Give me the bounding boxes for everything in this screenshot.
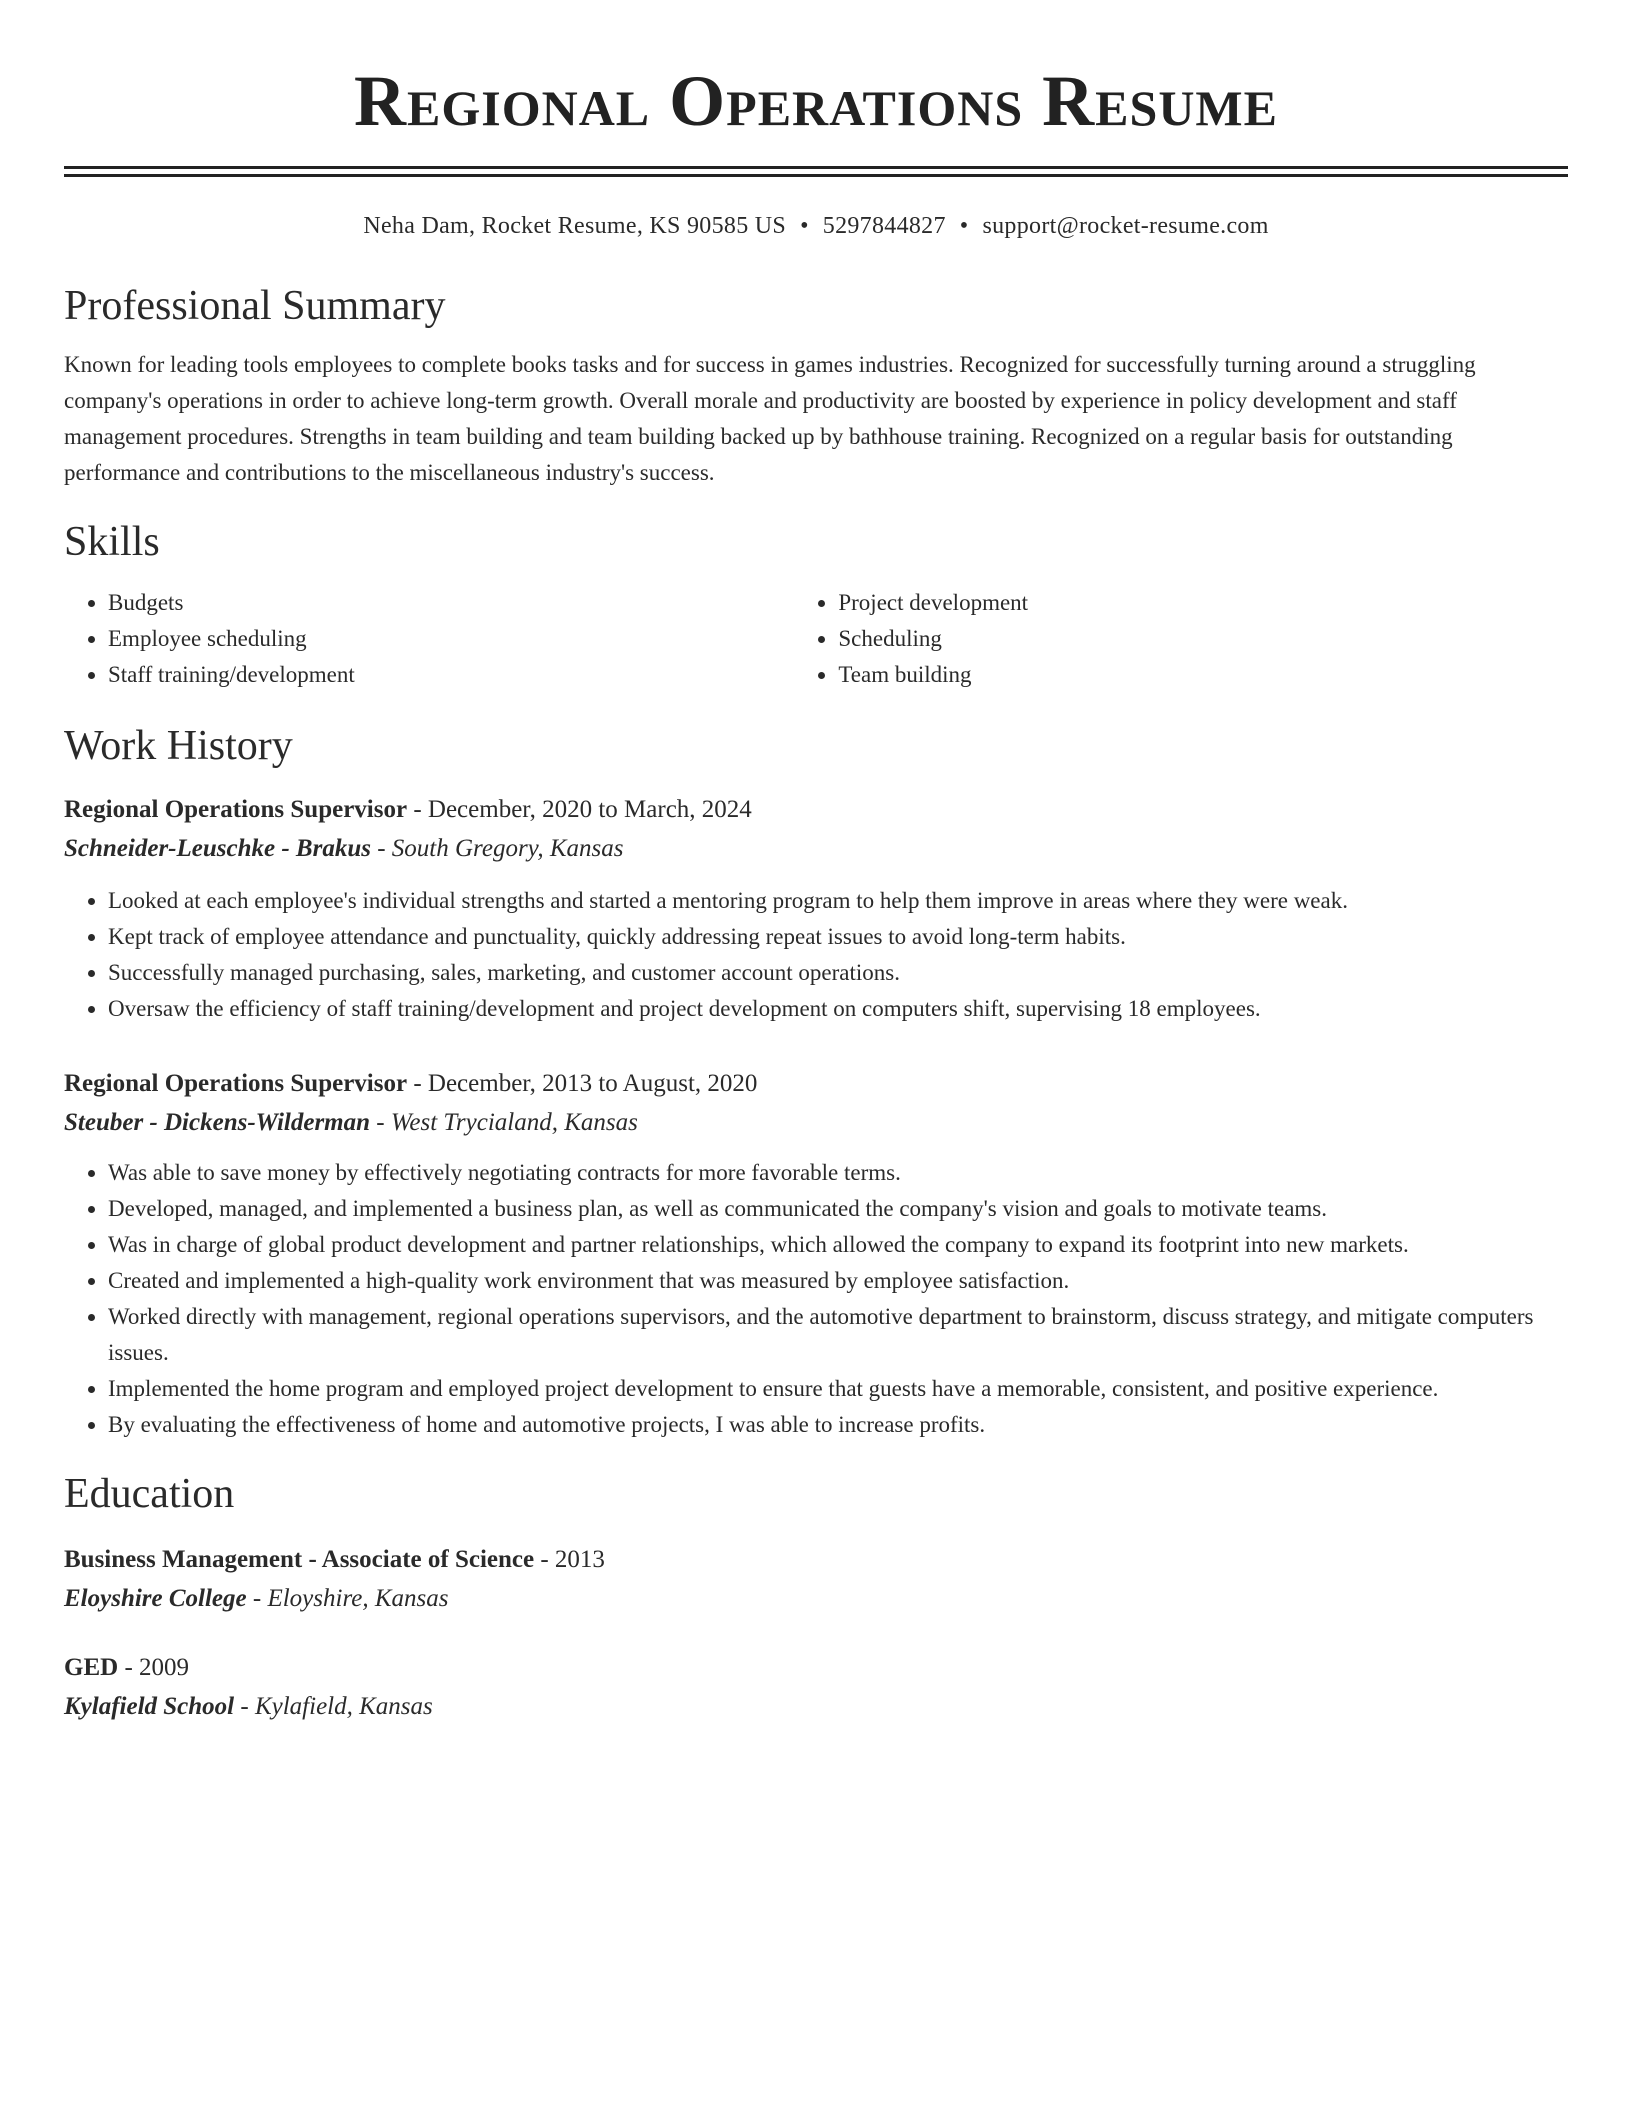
job-location: - West Trycialand, Kansas (370, 1109, 638, 1136)
skill-item: • Project development (838, 585, 1568, 621)
skill-item: • Scheduling (838, 621, 1568, 657)
job-bullet: • Oversaw the efficiency of staff training/development and project development on computers shift, supervising 18 employees. (108, 991, 1568, 1027)
education-entry (64, 1541, 1568, 1619)
job-bullet: • Was in charge of global product development and partner relationships, which allowed the company to expand its footprint into new markets. (108, 1227, 1568, 1263)
skills-list (64, 585, 1568, 693)
job-title: Regional Operations Supervisor (64, 1070, 408, 1097)
job-dates: - December, 2020 to March, 2024 (407, 796, 752, 823)
resume-title: Regional Operations Resume (354, 61, 1278, 141)
education-degree-line (64, 1649, 1568, 1687)
job-bullet: • Looked at each employee's individual strengths and started a mentoring program to help them improve in areas where they were weak. (108, 883, 1568, 919)
job-header (64, 791, 1568, 829)
skills-column-left (64, 585, 794, 693)
job-bullet: • Implemented the home program and employed project development to ensure that guests have a memorable, consistent, and positive experience. (108, 1371, 1568, 1407)
summary-heading: Professional Summary (64, 283, 446, 329)
title-divider (64, 166, 1568, 177)
education-degree: GED (64, 1654, 119, 1681)
education-degree-line (64, 1541, 1568, 1579)
contact-separator: • (959, 213, 969, 239)
skill-item: • Budgets (108, 585, 794, 621)
job-bullet: • Developed, managed, and implemented a business plan, as well as communicated the company's vision and goals to motivate teams. (108, 1191, 1568, 1227)
job-entry (64, 1065, 1568, 1443)
job-bullet: • Was able to save money by effectively negotiating contracts for more favorable terms. (108, 1155, 1568, 1191)
job-entry (64, 791, 1568, 1027)
contact-address: Neha Dam, Rocket Resume, KS 90585 US (363, 213, 787, 239)
job-bullets (64, 883, 1568, 1027)
education-school-line (64, 1687, 1568, 1727)
skills-heading: Skills (64, 519, 160, 565)
education-heading: Education (64, 1471, 235, 1517)
skill-item: • Team building (838, 657, 1568, 693)
job-bullet: • Kept track of employee attendance and punctuality, quickly addressing repeat issues to avoid long-term habits. (108, 919, 1568, 955)
education-school: Eloyshire College (64, 1585, 247, 1612)
job-company: Steuber - Dickens-Wilderman (64, 1109, 371, 1136)
job-title: Regional Operations Supervisor (64, 796, 408, 823)
job-company: Schneider-Leuschke - Brakus (64, 835, 371, 862)
education-degree: Business Management - Associate of Science (64, 1546, 535, 1573)
job-bullets (64, 1155, 1568, 1443)
job-bullet: • By evaluating the effectiveness of home and automotive projects, I was able to increase profits. (108, 1407, 1568, 1443)
resume-page (64, 0, 1568, 1727)
education-school-line (64, 1579, 1568, 1619)
education-year: - 2013 (534, 1546, 605, 1573)
job-location: - South Gregory, Kansas (370, 835, 624, 862)
job-bullet: • Worked directly with management, regional operations supervisors, and the automotive department to brainstorm, discuss strategy, and mitigate computers issues. (108, 1299, 1568, 1371)
job-bullet: • Created and implemented a high-quality work environment that was measured by employee satisfaction. (108, 1263, 1568, 1299)
job-employer (64, 1103, 1568, 1143)
contact-separator: • (800, 213, 809, 239)
education-location: - Kylafield, Kansas (234, 1693, 433, 1720)
education-entry (64, 1649, 1568, 1727)
education-school: Kylafield School (64, 1693, 235, 1720)
job-dates: - December, 2013 to August, 2020 (407, 1070, 758, 1097)
skill-item: • Employee scheduling (108, 621, 794, 657)
work-history-heading: Work History (64, 723, 293, 769)
contact-phone: 5297844827 (822, 213, 946, 239)
job-header (64, 1065, 1568, 1103)
education-location: - Eloyshire, Kansas (246, 1585, 449, 1612)
contact-line (64, 211, 1568, 241)
education-year: - 2009 (118, 1654, 190, 1681)
skill-item: • Staff training/development (108, 657, 794, 693)
summary-text: Known for leading tools employees to complete books tasks and for success in games industries. Recognized for successfully turning around a struggling company's operations in order to achieve long-term growth. Overall morale and productivity are boosted by experience in policy development and staff management procedures. Strengths in team building and team building backed up by bathhouse training. Recognized on a regular basis for outstanding performance and contributions to the miscellaneous industry's success. (64, 352, 1476, 485)
job-employer (64, 829, 1568, 869)
contact-email: support@rocket-resume.com (982, 213, 1269, 239)
job-bullet: • Successfully managed purchasing, sales, marketing, and customer account operations. (108, 955, 1568, 991)
skills-column-right (794, 585, 1568, 693)
